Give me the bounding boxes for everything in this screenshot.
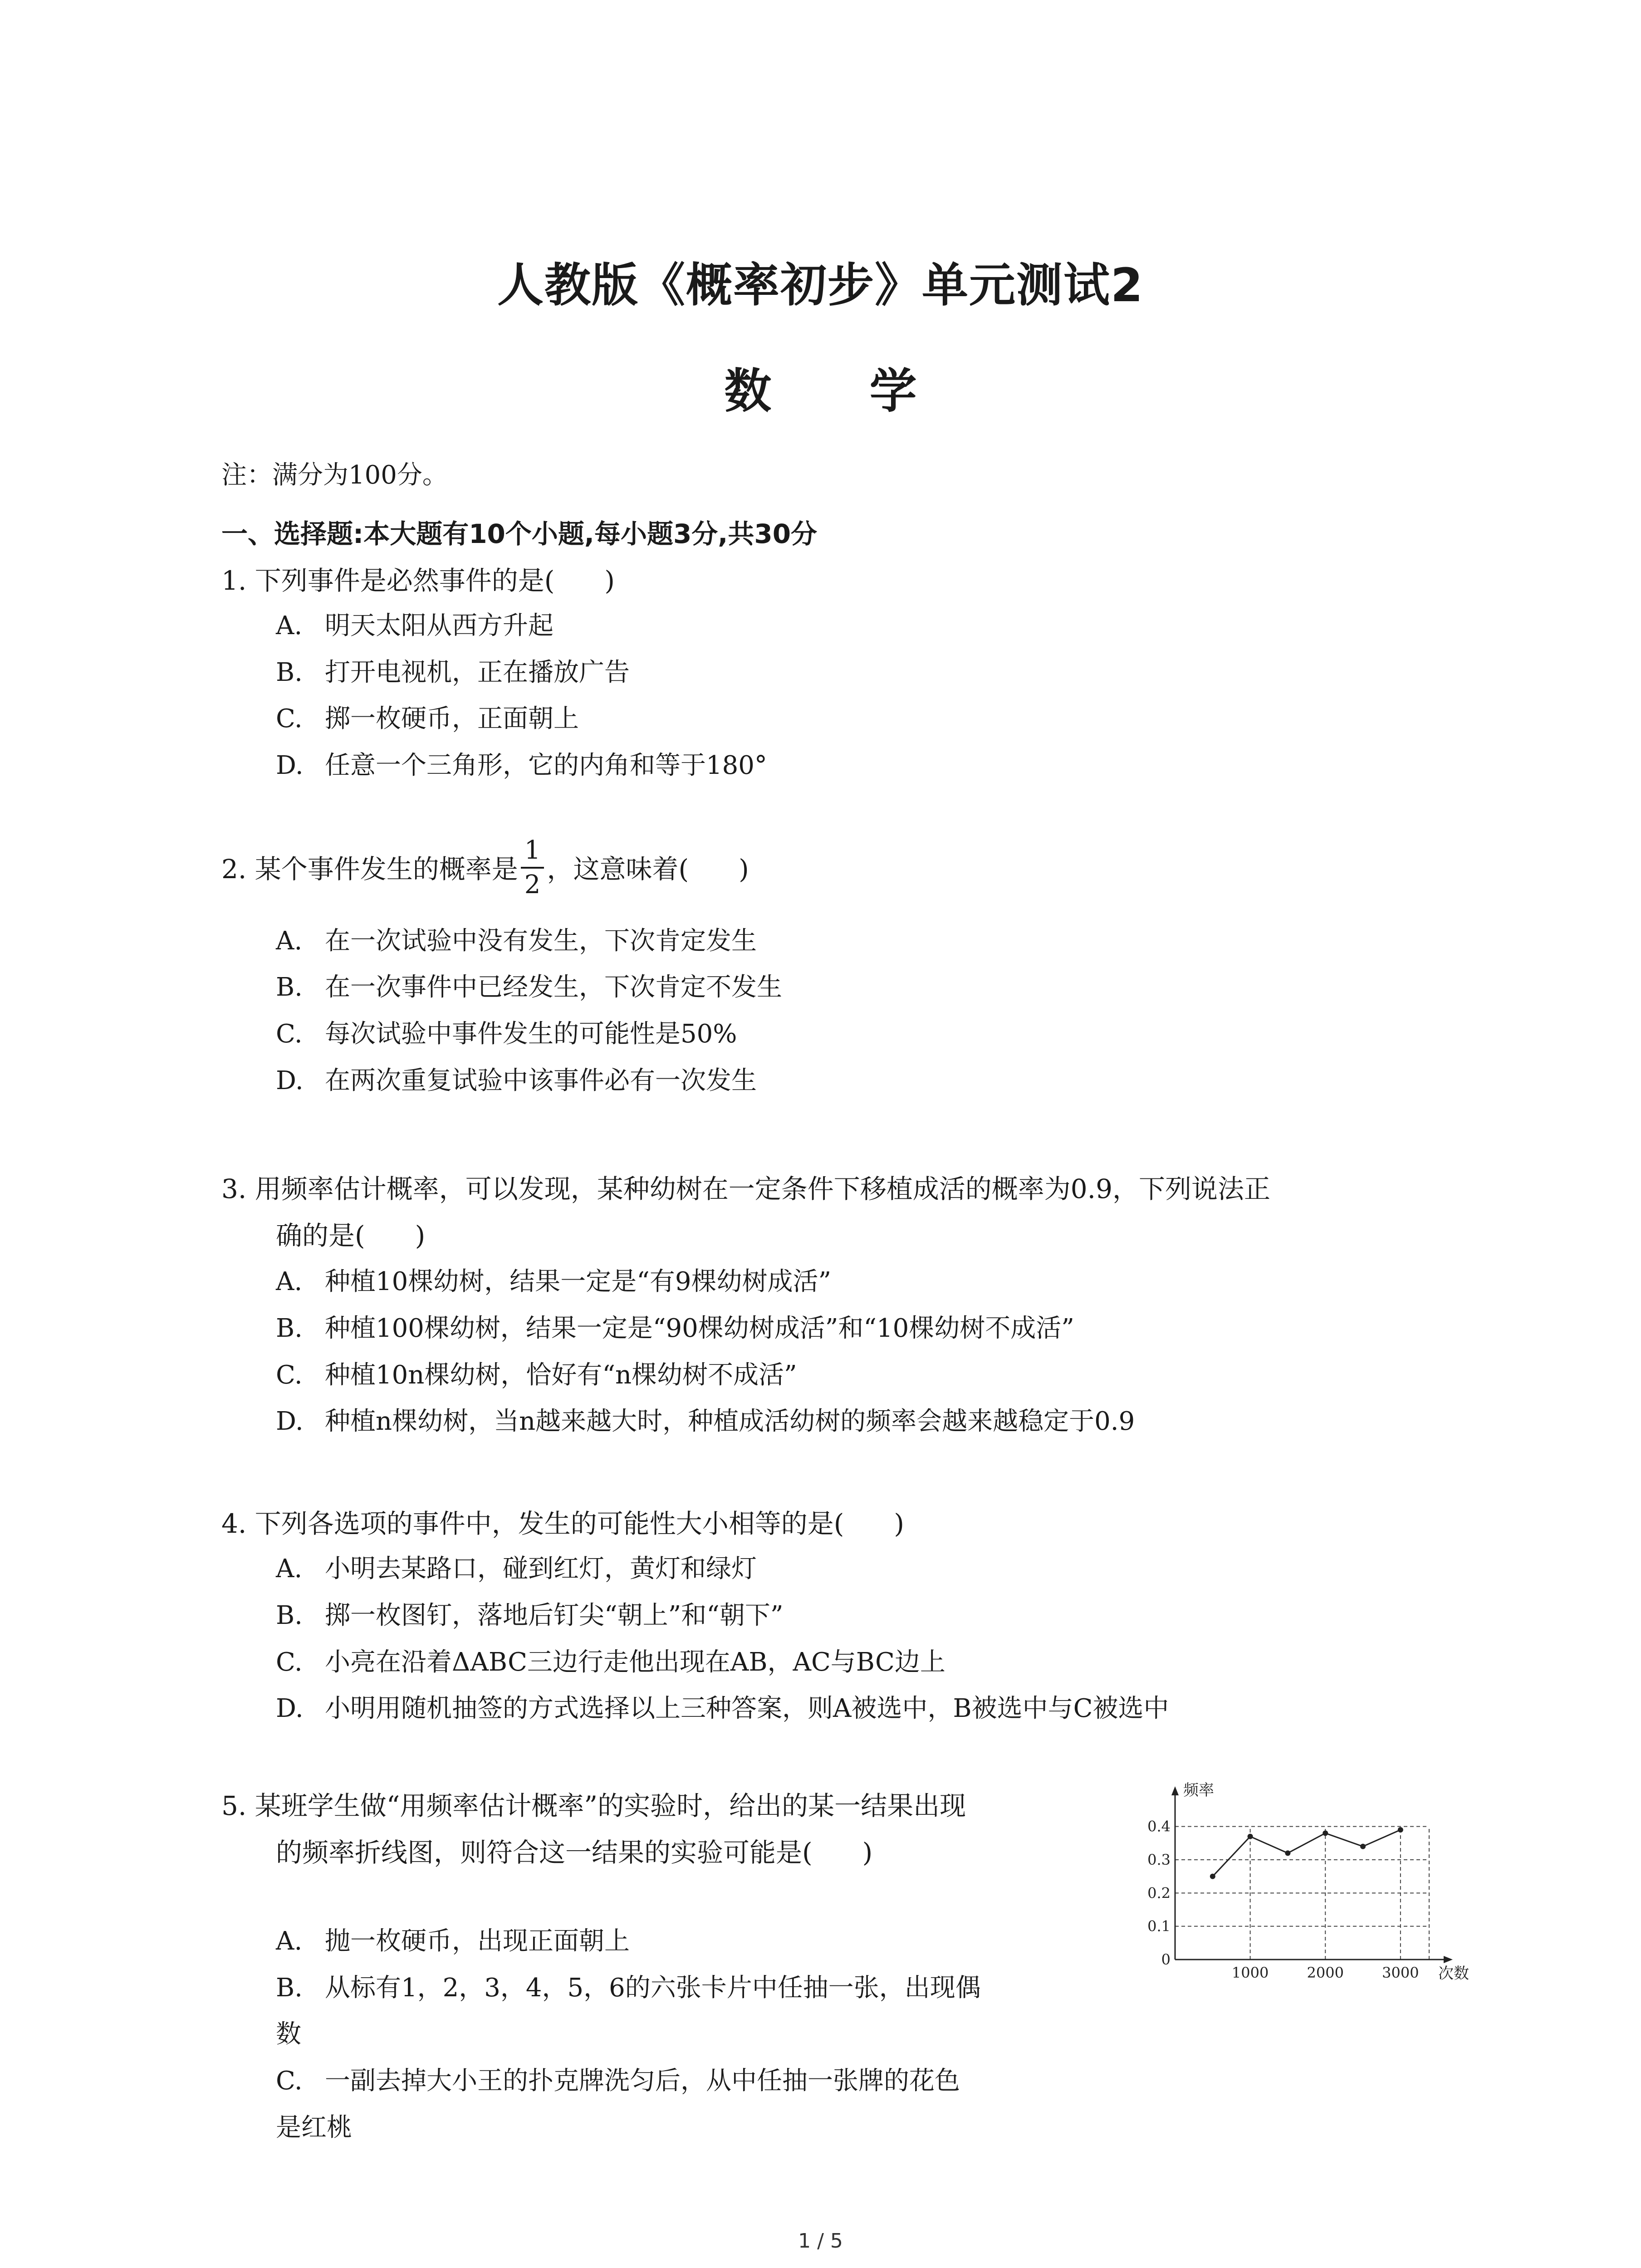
y-tick-label: 0.1 [1147,1917,1171,1935]
option-text: 在一次事件中已经发生，下次肯定不发生 [325,973,782,1002]
score-note: 注：满分为100分。 [221,460,448,490]
y-axis-label: 频率 [1183,1781,1214,1799]
option-letter: B. [276,1601,303,1630]
option-letter: A. [276,926,303,956]
question-text: 某班学生做“用频率估计概率”的实验时，给出的某一结果出现 [255,1790,966,1821]
option-text: 掷一枚图钉，落地后钉尖“朝上”和“朝下” [325,1601,784,1630]
question-4-option-d [276,1688,1169,1725]
option-letter: B. [276,1314,303,1343]
section-heading: 一、选择题:本大题有10个小题,每小题3分,共30分 [221,518,818,549]
question-text: 下列事件是必然事件的是( [255,565,555,596]
question-5-option-c-continued [276,2107,352,2144]
question-3-stem [221,1168,1270,1206]
y-tick-label: 0 [1161,1951,1171,1968]
blank-close: ) [862,1837,873,1868]
x-axis-label: 次数 [1438,1965,1469,1983]
question-3-option-b [276,1308,1074,1344]
question-3-option-c [276,1355,797,1391]
option-letter: B. [276,1973,303,2003]
blank-close: ) [894,1508,905,1539]
question-3-option-a [276,1261,831,1298]
frequency-line-chart [1134,1778,1469,2014]
blank-close: ) [739,854,749,885]
data-point [1360,1844,1366,1849]
x-tick-label: 1000 [1231,1964,1269,1981]
option-letter: D. [276,1407,304,1436]
option-text: 数 [276,2019,301,2049]
question-4-option-c [276,1642,945,1678]
option-text: 种植n棵幼树，当n越来越大时，种植成活幼树的频率会越来越稳定于0.9 [325,1407,1135,1436]
question-text-after: ，这意味着( [547,854,689,885]
data-point [1398,1827,1403,1833]
x-tick-label: 3000 [1382,1964,1419,1981]
question-2-option-c [276,1014,737,1050]
option-letter: A. [276,1267,303,1296]
question-4-stem [221,1502,904,1540]
option-text: 一副去掉大小王的扑克牌洗匀后，从中任抽一张牌的花色 [325,2066,960,2096]
question-4-option-a [276,1549,757,1585]
option-text: 种植10棵幼树，结果一定是“有9棵幼树成活” [325,1267,832,1296]
y-tick-label: 0.4 [1147,1818,1171,1835]
question-number: 1. [221,565,247,596]
fraction-numerator: 1 [521,838,544,869]
option-letter: C. [276,2066,303,2096]
option-text: 每次试验中事件发生的可能性是50% [325,1019,737,1049]
chart-series [1210,1827,1403,1879]
question-5-stem-continued [276,1831,872,1869]
option-text: 明天太阳从西方升起 [325,611,554,640]
question-number: 3. [221,1173,247,1204]
question-number: 5. [221,1790,247,1821]
option-text: 小亮在沿着ΔABC三边行走他出现在AB，AC与BC边上 [325,1647,945,1677]
option-letter: A. [276,1926,303,1956]
data-point [1210,1874,1215,1879]
option-letter: D. [276,751,304,780]
option-letter: C. [276,1360,303,1390]
question-text: 确的是( [276,1220,365,1251]
question-number: 4. [221,1508,247,1539]
option-text: 种植100棵幼树，结果一定是“90棵幼树成活”和“10棵幼树不成活” [325,1314,1074,1343]
option-text: 抛一枚硬币，出现正面朝上 [325,1926,630,1956]
frequency-line [1213,1830,1401,1877]
chart-labels [1147,1781,1469,1983]
option-letter: C. [276,704,303,733]
option-text: 在两次重复试验中该事件必有一次发生 [325,1066,757,1095]
question-1-option-b [276,652,630,689]
question-number: 2. [221,854,247,885]
option-text: 任意一个三角形，它的内角和等于180° [325,751,767,780]
fraction [521,838,544,898]
question-1-option-d [276,745,767,782]
y-tick-label: 0.2 [1147,1884,1171,1902]
option-letter: B. [276,658,303,687]
y-axis-arrow [1171,1786,1179,1795]
option-text: 打开电视机，正在播放广告 [325,658,630,687]
option-text: 掷一枚硬币，正面朝上 [325,704,579,733]
chart-grid [1175,1827,1429,1960]
question-5-option-b-continued [276,2014,301,2050]
question-2-option-b [276,967,782,1003]
question-3-option-d [276,1401,1135,1437]
option-text: 在一次试验中没有发生，下次肯定发生 [325,926,757,956]
option-text: 小明去某路口，碰到红灯，黄灯和绿灯 [325,1554,757,1584]
question-5-option-b [276,1968,981,2004]
option-letter: C. [276,1019,303,1049]
option-letter: D. [276,1066,304,1095]
question-5-stem [221,1784,966,1823]
x-axis-arrow [1444,1956,1453,1963]
blank-close: ) [604,565,615,596]
fraction-denominator: 2 [524,870,541,899]
question-4-option-b [276,1595,784,1632]
option-letter: A. [276,1554,303,1584]
x-tick-label: 2000 [1307,1964,1344,1981]
question-5-option-a [276,1921,630,1957]
question-text: 用频率估计概率，可以发现，某种幼树在一定条件下移植成活的概率为0.9，下列说法正 [255,1173,1271,1204]
question-text: 某个事件发生的概率是 [255,854,518,885]
question-text: 下列各选项的事件中，发生的可能性大小相等的是( [255,1508,844,1539]
option-text: 小明用随机抽签的方式选择以上三种答案，则A被选中，B被选中与C被选中 [325,1694,1169,1723]
question-3-stem-continued [276,1214,425,1252]
question-1-option-c [276,699,579,735]
data-point [1323,1830,1328,1836]
question-5-option-c [276,2061,960,2097]
option-letter: D. [276,1694,304,1723]
question-1-option-a [276,606,554,642]
option-text: 种植10n棵幼树，恰好有“n棵幼树不成活” [325,1360,797,1390]
document-title: 人教版《概率初步》单元测试2 [497,259,1144,313]
y-tick-label: 0.3 [1147,1851,1171,1868]
question-2-option-d [276,1061,757,1097]
option-letter: C. [276,1647,303,1677]
option-letter: A. [276,611,303,640]
subject-title: 数 学 [724,363,958,419]
data-point [1248,1834,1253,1839]
option-text: 从标有1，2，3，4，5，6的六张卡片中任抽一张，出现偶 [325,1973,981,2003]
question-2-stem [221,836,749,901]
question-2-option-a [276,921,757,957]
option-text: 是红桃 [276,2113,352,2142]
blank-close: ) [415,1220,426,1251]
page-number: 1 / 5 [798,2229,843,2253]
question-text: 的频率折线图，则符合这一结果的实验可能是( [276,1837,813,1868]
data-point [1285,1850,1290,1856]
question-1-stem [221,559,615,597]
option-letter: B. [276,973,303,1002]
